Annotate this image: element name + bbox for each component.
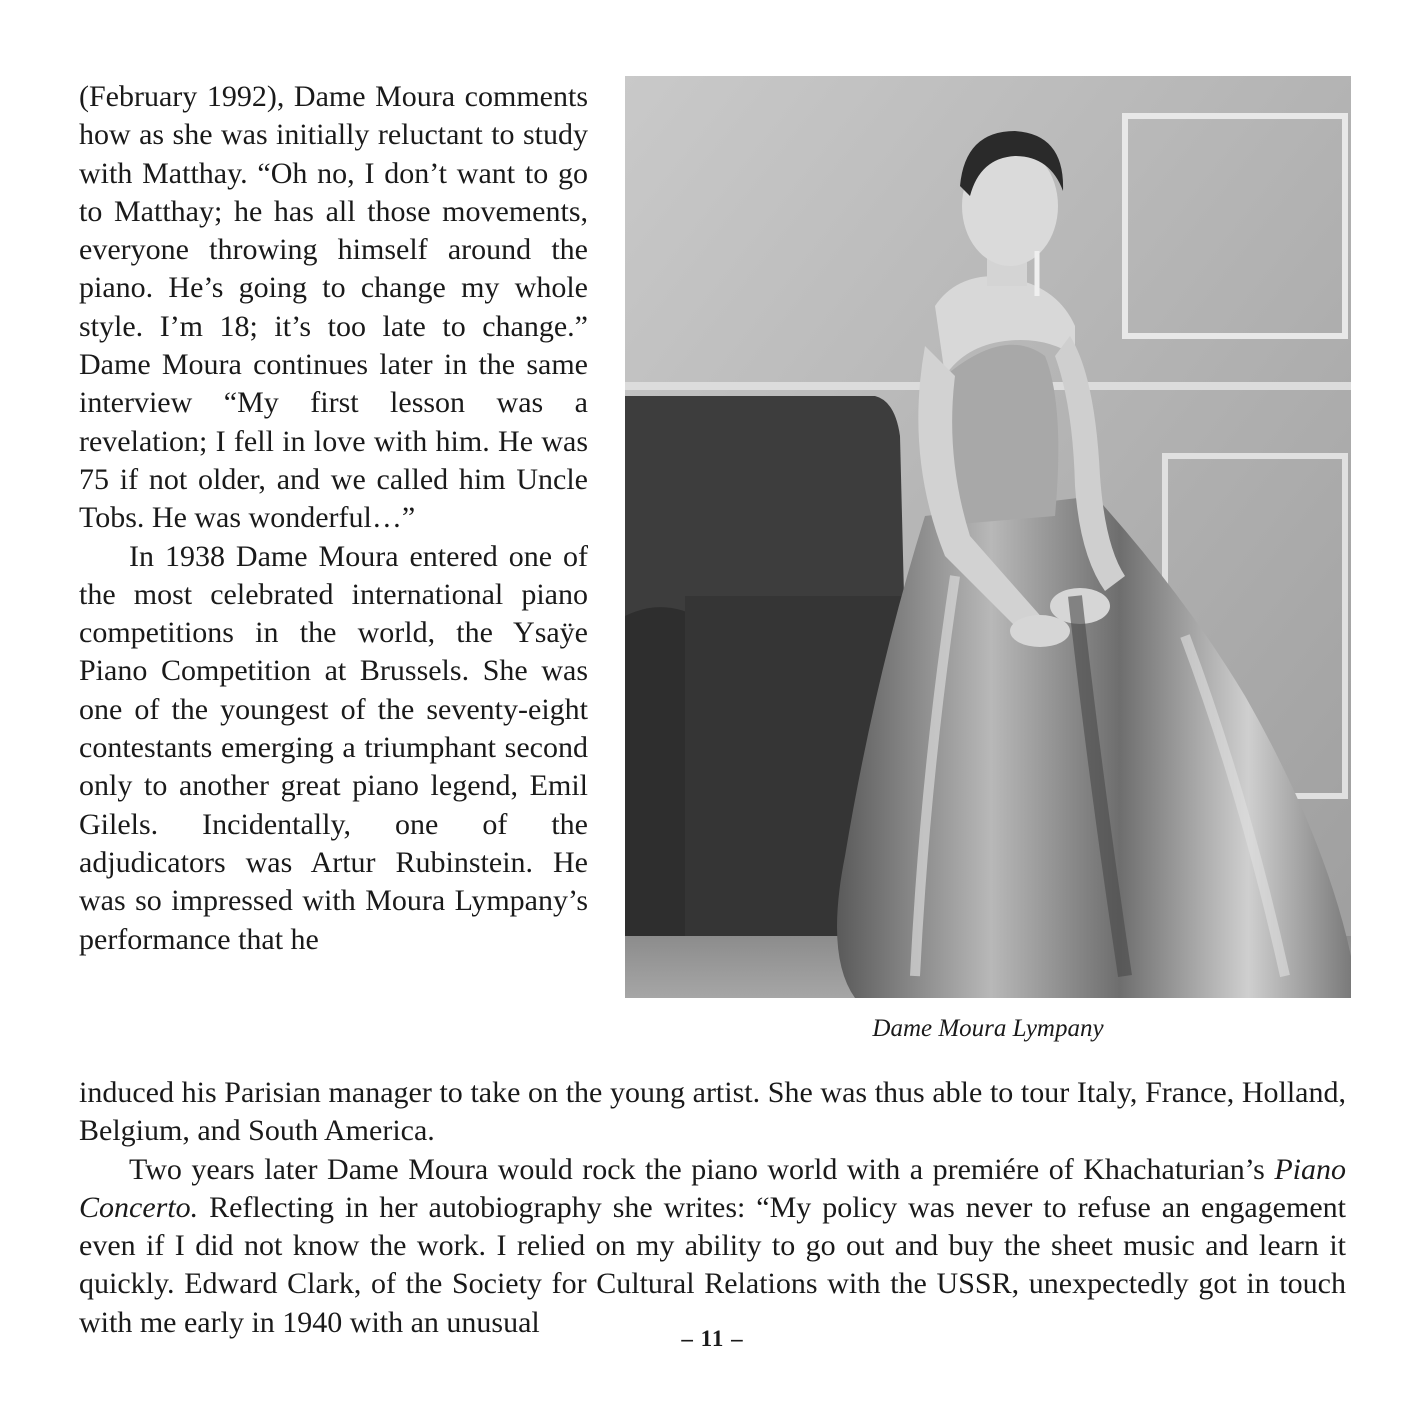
work-title: Piano Concerto. [79,1152,1346,1224]
paragraph-competition-continued: induced his Parisian manager to take on the young artist. She was thus able to tour Italy, France, Holland, Belgium, and South America. [79,1076,1346,1148]
full-width-text [79,1074,1346,1342]
paragraph-khachaturian-lead: Two years later Dame Moura would rock the piano world with a premiére of Khachaturian’s [129,1152,1275,1186]
paragraph-khachaturian [79,1151,1346,1342]
paragraph-interview: (February 1992), Dame Moura comments how as she was initially reluctant to study with Matthay. “Oh no, I don’t want to go to Matthay; he has all those movements, everyone throwing himself around the piano. He’s going to change my whole style. I’m 18; it’s too late to change.” Dame Moura continues later in the same interview “My first lesson was a revelation; I fell in love with him. He was 75 if not older, and we called him Uncle Tobs. He was wonderful…” [79,80,588,535]
page-number: – 11 – [681,1326,744,1351]
paragraph-competition: In 1938 Dame Moura entered one of the most celebrated international piano competitions in the world, the Ysaÿe Piano Competition at Brussels. She was one of the youngest of the seventy-eight contestants emerging a triumphant second only to another great piano legend, Emil Gilels. Incidentally, one of the adjudicators was Artur Rubinstein. He was so impressed with Moura Lympany’s performance that he [79,539,588,956]
paragraph-khachaturian-rest: Reflecting in her autobiography she writes: “My policy was never to refuse an engagement even if I did not know the work. I relied on my ability to go out and buy the sheet music and learn it quickly. Edward Clark, of the Society for Cultural Relations with the USSR, unexpectedly got in touch with me early in 1940 with an unusual [79,1190,1346,1339]
portrait-photograph [625,76,1351,998]
right-hand [1010,615,1070,647]
left-text-column [79,78,588,959]
figure-caption: Dame Moura Lympany [872,1015,1104,1042]
portrait-image [625,76,1351,998]
